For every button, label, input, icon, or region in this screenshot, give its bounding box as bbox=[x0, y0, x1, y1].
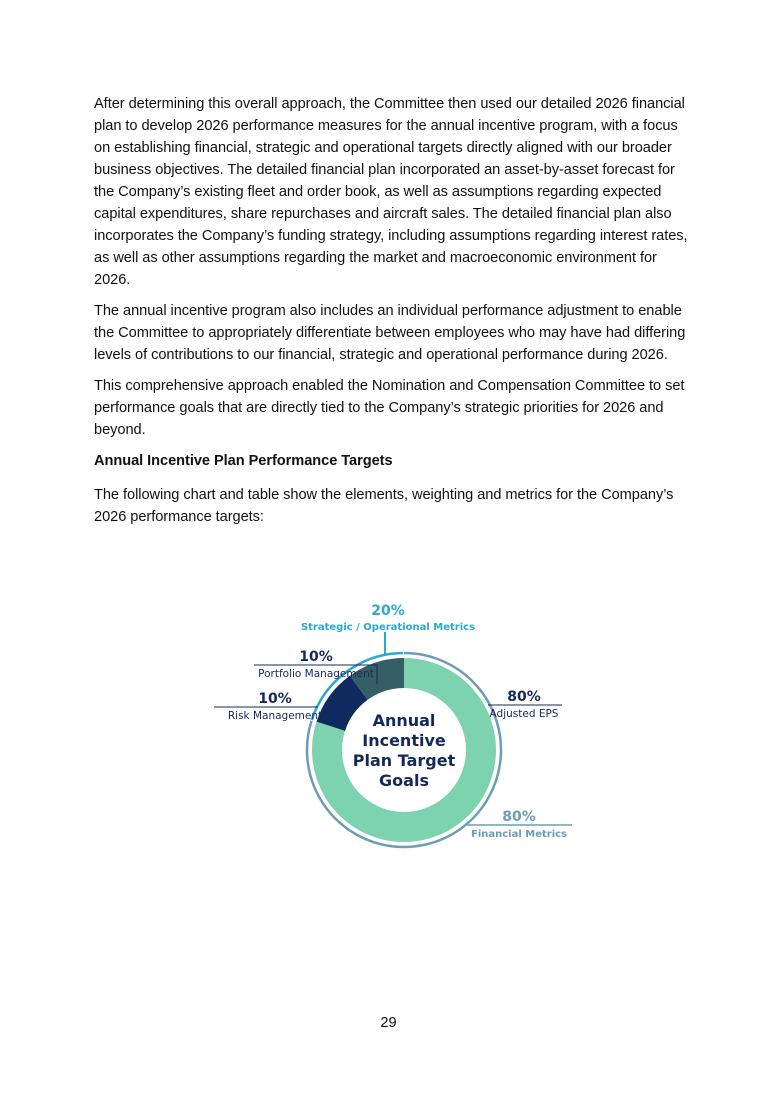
label-financial-value: 80% bbox=[502, 809, 536, 825]
center-label-line: Goals bbox=[379, 771, 429, 790]
center-label bbox=[353, 711, 456, 790]
paragraph-3: This comprehensive approach enabled the Nomination and Compensation Committee to set performance goals that are directly tied to the Company’s strategic priorities for 2026 and beyond. bbox=[94, 378, 685, 438]
label-adjusted-eps-name: Adjusted EPS bbox=[489, 708, 559, 720]
center-label-line: Incentive bbox=[362, 731, 446, 750]
paragraph-2: The annual incentive program also includes an individual performance adjustment to enable the Committee to appropriately differentiate between employees who may have had differing levels of contributions to our financial, strategic and operational performance during 2026. bbox=[94, 303, 686, 363]
section-heading: Annual Incentive Plan Performance Targets bbox=[94, 453, 393, 469]
label-adjusted-eps-value: 80% bbox=[507, 689, 541, 705]
intro-paragraph: The following chart and table show the elements, weighting and metrics for the Company’s 2026 performance targets: bbox=[94, 487, 674, 525]
body-text bbox=[94, 93, 694, 537]
label-financial-name: Financial Metrics bbox=[470, 829, 568, 840]
label-portfolio-management-name: Portfolio Management bbox=[258, 668, 374, 680]
label-strategic-name: Strategic / Operational Metrics bbox=[300, 622, 476, 633]
label-portfolio-management-value: 10% bbox=[299, 649, 333, 665]
label-strategic-value: 20% bbox=[371, 603, 405, 619]
page-number: 29 bbox=[380, 1015, 397, 1031]
label-risk-management-value: 10% bbox=[258, 691, 292, 707]
donut-slices bbox=[312, 658, 496, 842]
label-risk-management-name: Risk Management bbox=[227, 710, 323, 722]
donut-chart bbox=[200, 595, 580, 855]
center-label-line: Annual bbox=[372, 711, 436, 730]
center-label-line: Plan Target bbox=[352, 751, 456, 770]
paragraph-1: After determining this overall approach, the Committee then used our detailed 2026 financial plan to develop 2026 performance measures for the annual incentive program, with a focus on establishing financial, strategic and operational targets directly aligned with our broader business objectives. The detailed financial plan incorporated an asset-by-asset forecast for the Company’s existing fleet and order book, as well as assumptions regarding expected capital expenditures, share repurchases and aircraft sales. The detailed financial plan also incorporates the Company’s funding strategy, including assumptions regarding interest rates, as well as other assumptions regarding the market and macroeconomic environment for 2026. bbox=[94, 96, 688, 288]
